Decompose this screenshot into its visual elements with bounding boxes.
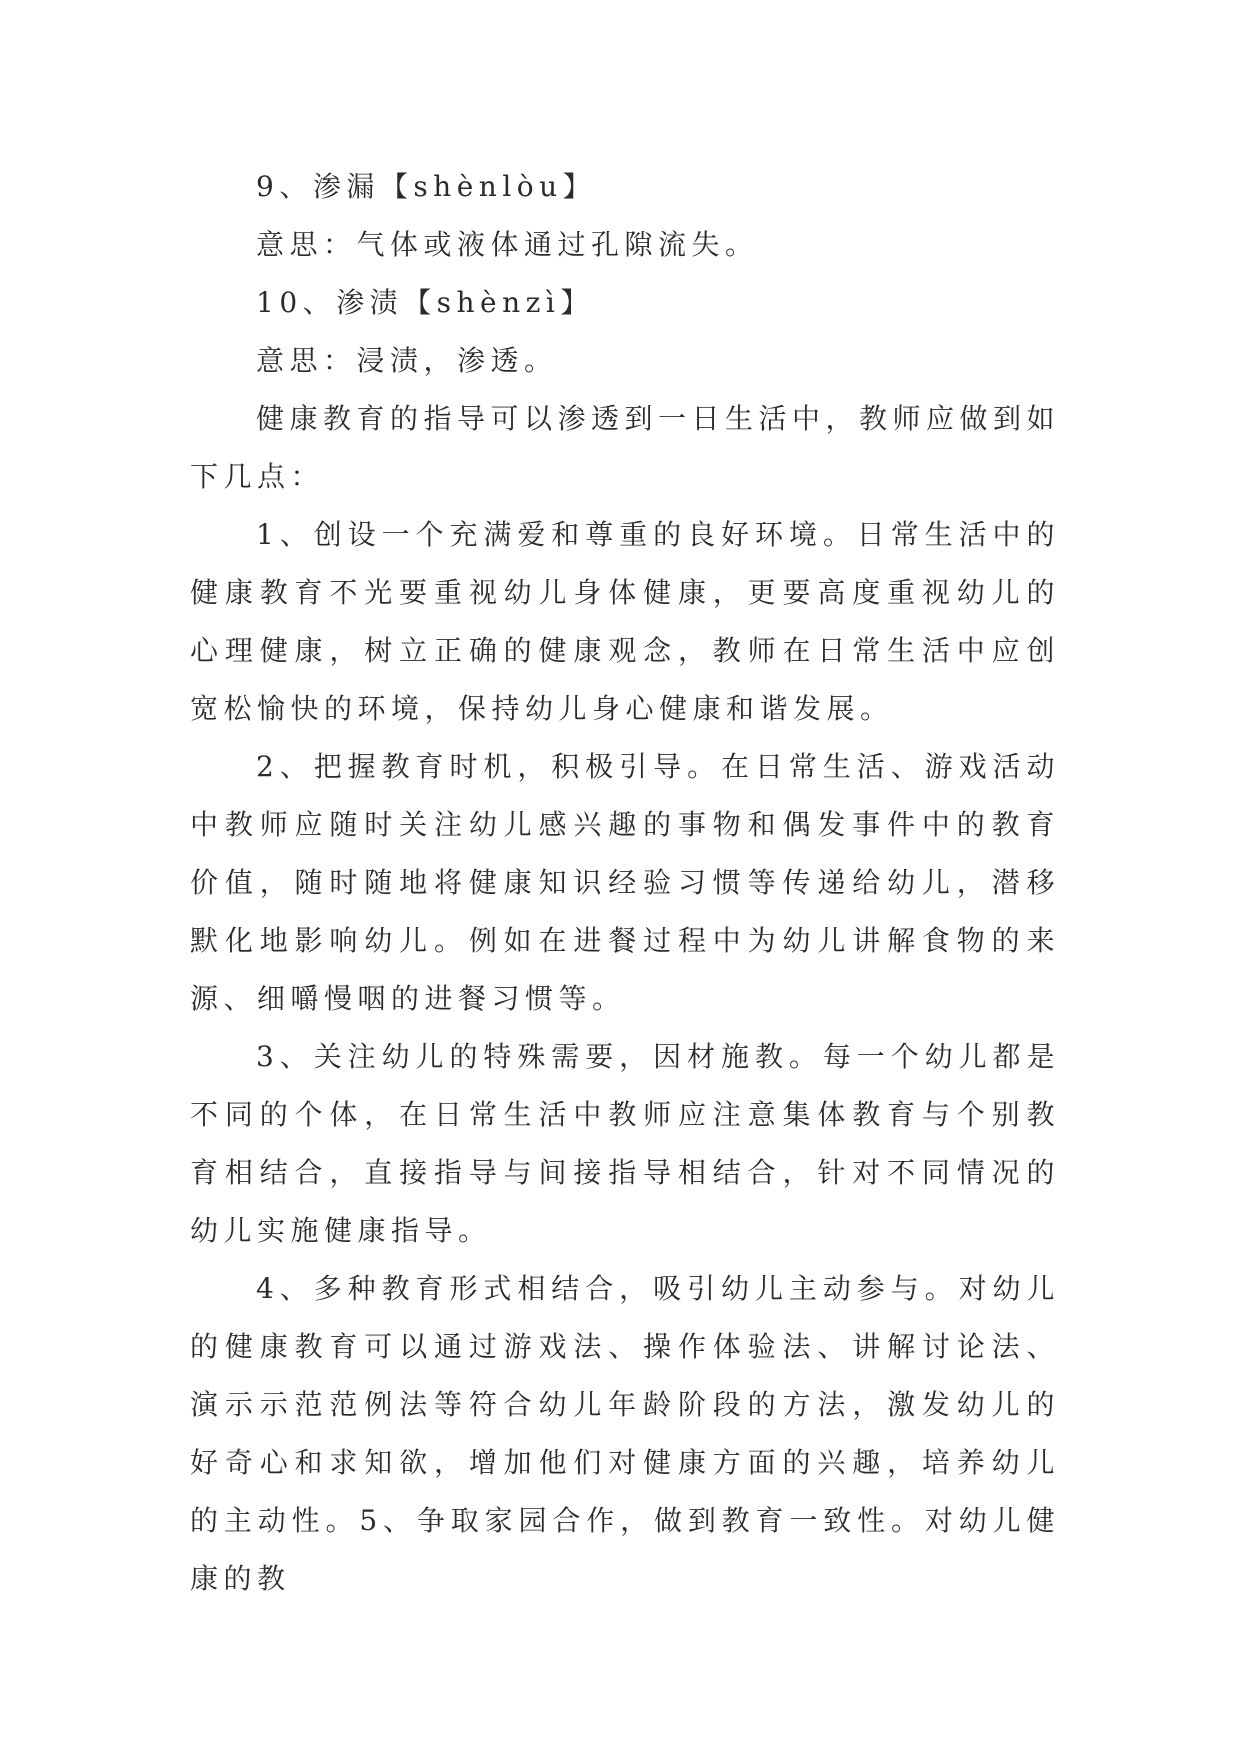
paragraph-point-4: 4、多种教育形式相结合，吸引幼儿主动参与。对幼儿的健康教育可以通过游戏法、操作体验法、讲解讨论法、演示示范范例法等符合幼儿年龄阶段的方法，激发幼儿的好奇心和求知欲，增加他们对健康方面的兴趣，培养幼儿的主动性。5、争取家园合作，做到教育一致性。对幼儿健康的教 [190,1272,1060,1595]
paragraph-meaning-9: 意思：气体或液体通过孔隙流失。 [256,228,759,261]
document-body [190,158,1060,1608]
paragraph-point-2: 2、把握教育时机，积极引导。在日常生活、游戏活动中教师应随时关注幼儿感兴趣的事物和偶发事件中的教育价值，随时随地将健康知识经验习惯等传递给幼儿，潜移默化地影响幼儿。例如在进餐过程中为幼儿讲解食物的来源、细嚼慢咽的进餐习惯等。 [190,750,1060,1015]
paragraph-term-10: 10、渗渍【shènzì】 [256,286,594,319]
paragraph-term-9: 9、渗漏【shènlòu】 [256,170,597,203]
paragraph-point-1: 1、创设一个充满爱和尊重的良好环境。日常生活中的健康教育不光要重视幼儿身体健康，更要高度重视幼儿的心理健康，树立正确的健康观念，教师在日常生活中应创宽松愉快的环境，保持幼儿身心健康和谐发展。 [190,518,1060,725]
paragraph-meaning-10: 意思：浸渍，渗透。 [256,344,558,377]
paragraph-point-3: 3、关注幼儿的特殊需要，因材施教。每一个幼儿都是不同的个体，在日常生活中教师应注意集体教育与个别教育相结合，直接指导与间接指导相结合，针对不同情况的幼儿实施健康指导。 [190,1040,1060,1247]
paragraph-intro: 健康教育的指导可以渗透到一日生活中，教师应做到如下几点： [190,402,1061,493]
